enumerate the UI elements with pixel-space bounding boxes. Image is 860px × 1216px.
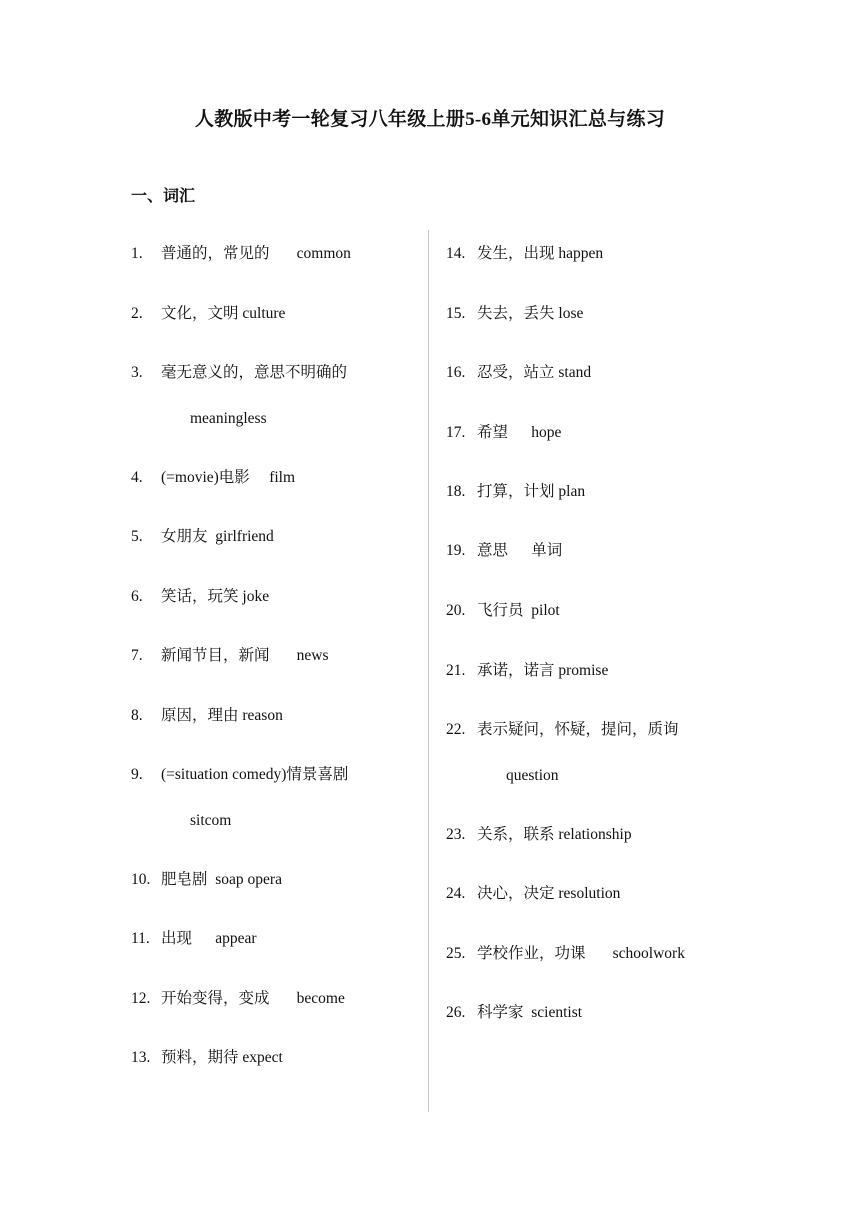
item-word: stand	[558, 364, 592, 381]
item-word: 单词	[531, 542, 563, 559]
item-number: 18.	[446, 483, 466, 500]
item-word-continued: meaningless	[190, 410, 267, 427]
vocab-item	[446, 884, 620, 904]
item-definition: 毫无意义的，意思不明确的	[161, 364, 348, 381]
vocab-item	[446, 944, 685, 964]
item-number: 24.	[446, 885, 466, 902]
item-number: 17.	[446, 424, 466, 441]
item-number: 19.	[446, 542, 466, 559]
vocab-item	[131, 587, 269, 607]
vocab-item	[446, 244, 603, 264]
item-definition: 承诺，诺言	[477, 662, 559, 679]
vocab-item	[446, 363, 591, 383]
item-number: 6.	[131, 588, 143, 605]
item-definition: (=situation comedy)情景喜剧	[161, 766, 349, 783]
vocab-item	[131, 929, 257, 949]
item-word: news	[296, 647, 329, 664]
item-number: 20.	[446, 602, 466, 619]
item-word: schoolwork	[612, 945, 685, 962]
item-number: 8.	[131, 707, 143, 724]
item-number: 3.	[131, 364, 143, 381]
item-word: resolution	[558, 885, 621, 902]
item-word: scientist	[531, 1004, 583, 1021]
vocab-item	[446, 541, 562, 561]
item-definition: 打算，计划	[477, 483, 559, 500]
item-word: reason	[242, 707, 283, 724]
item-number: 13.	[131, 1049, 151, 1066]
item-word: appear	[215, 930, 257, 947]
vocab-item	[446, 601, 560, 621]
vocab-item	[131, 527, 274, 547]
item-definition: 学校作业，功课	[477, 945, 613, 962]
item-number: 25.	[446, 945, 466, 962]
item-word: expect	[242, 1049, 283, 1066]
vocab-item	[131, 1048, 283, 1068]
item-number: 10.	[131, 871, 151, 888]
item-definition: 笑话，玩笑	[161, 588, 243, 605]
vocab-item	[131, 765, 348, 785]
item-definition: 忍受，站立	[477, 364, 559, 381]
item-definition: 女朋友	[161, 528, 216, 545]
column-divider	[428, 230, 429, 1112]
item-definition: 决心，决定	[477, 885, 559, 902]
item-definition: 文化，文明	[161, 305, 243, 322]
item-word: happen	[558, 245, 604, 262]
vocab-item	[131, 646, 329, 666]
item-number: 22.	[446, 721, 466, 738]
item-number: 2.	[131, 305, 143, 322]
item-definition: 新闻节目，新闻	[161, 647, 297, 664]
item-number: 9.	[131, 766, 143, 783]
vocab-item	[131, 304, 285, 324]
item-definition: 肥皂剧	[161, 871, 216, 888]
item-definition: 预料，期待	[161, 1049, 243, 1066]
item-number: 7.	[131, 647, 143, 664]
item-number: 12.	[131, 990, 151, 1007]
vocab-item	[446, 482, 585, 502]
item-number: 15.	[446, 305, 466, 322]
item-number: 4.	[131, 469, 143, 486]
document-title: 人教版中考一轮复习八年级上册5-6单元知识汇总与练习	[194, 109, 666, 130]
item-definition: 意思	[477, 542, 532, 559]
item-number: 26.	[446, 1004, 466, 1021]
item-definition: 科学家	[477, 1004, 532, 1021]
item-definition: 失去，丢失	[477, 305, 559, 322]
vocab-item	[131, 244, 351, 264]
item-number: 23.	[446, 826, 466, 843]
item-word: film	[269, 469, 296, 486]
vocab-item	[446, 720, 679, 740]
item-word: hope	[531, 424, 562, 441]
item-definition: 表示疑问，怀疑，提问，质询	[477, 721, 679, 738]
vocab-item	[446, 304, 583, 324]
vocab-item	[446, 825, 632, 845]
item-definition: 普通的，常见的	[161, 245, 297, 262]
section-heading: 一、词汇	[131, 188, 196, 205]
item-number: 1.	[131, 245, 143, 262]
vocab-item	[446, 423, 561, 443]
vocab-item	[131, 870, 282, 890]
item-definition: 希望	[477, 424, 532, 441]
item-number: 11.	[131, 930, 150, 947]
item-definition: 发生，出现	[477, 245, 559, 262]
item-definition: 开始变得，变成	[161, 990, 297, 1007]
item-word: culture	[242, 305, 286, 322]
item-word: soap opera	[215, 871, 282, 888]
item-definition: (=movie)电影	[161, 469, 270, 486]
item-word: become	[296, 990, 345, 1007]
item-word: girlfriend	[215, 528, 274, 545]
item-definition: 原因，理由	[161, 707, 243, 724]
vocab-item	[446, 661, 608, 681]
vocab-item	[131, 363, 347, 383]
item-number: 21.	[446, 662, 466, 679]
item-word-continued: question	[506, 767, 559, 784]
item-word: pilot	[531, 602, 560, 619]
vocab-item	[131, 989, 345, 1009]
vocab-item	[446, 1003, 582, 1023]
item-word-continued: sitcom	[190, 812, 232, 829]
item-definition: 飞行员	[477, 602, 532, 619]
vocab-item	[131, 468, 295, 488]
item-definition: 出现	[161, 930, 216, 947]
item-number: 5.	[131, 528, 143, 545]
item-word: joke	[242, 588, 270, 605]
item-word: promise	[558, 662, 609, 679]
item-word: plan	[558, 483, 586, 500]
item-number: 14.	[446, 245, 466, 262]
item-definition: 关系，联系	[477, 826, 559, 843]
item-word: relationship	[558, 826, 632, 843]
vocab-item	[131, 706, 283, 726]
item-word: common	[296, 245, 351, 262]
item-number: 16.	[446, 364, 466, 381]
item-word: lose	[558, 305, 584, 322]
